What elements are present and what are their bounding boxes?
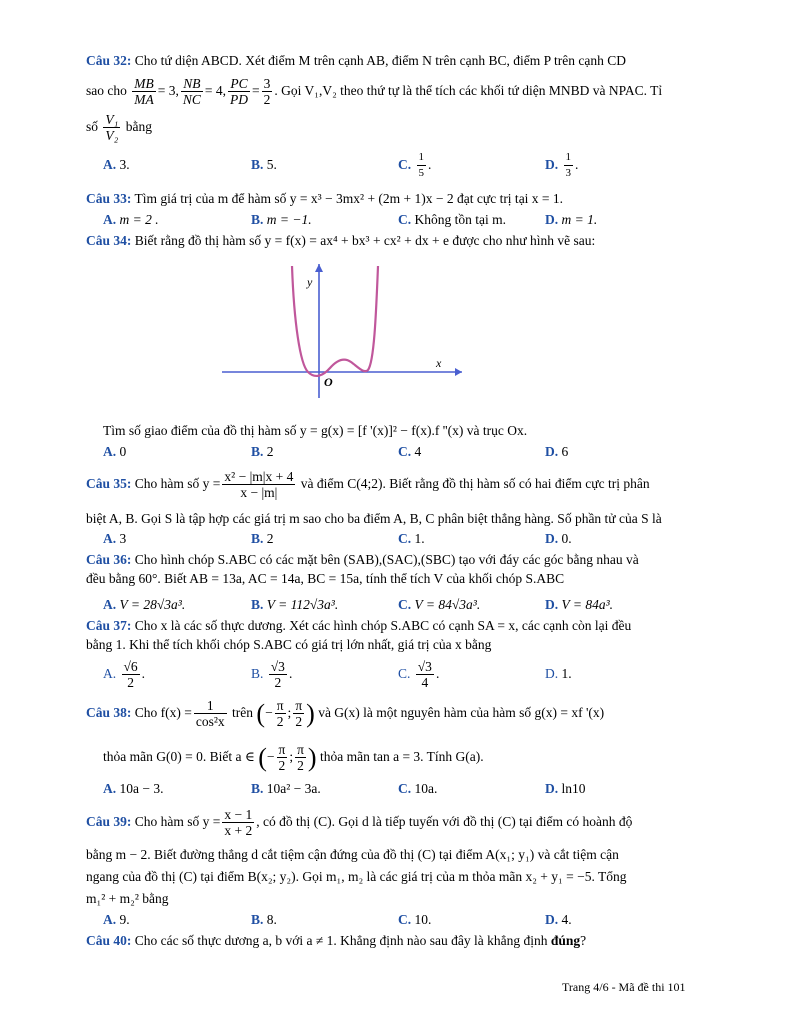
- q40-line1: Câu 40: Cho các số thực dương a, b với a ≠ 1. Khẳng định nào sau đây là khẳng định đúng?: [86, 933, 587, 948]
- origin-label: O: [324, 375, 333, 389]
- q34-graph: [222, 262, 466, 400]
- q32-line1: [86, 52, 708, 70]
- q37-option-c[interactable]: C. $\frac{√3}{4}$ .: [398, 659, 440, 691]
- q38-fraction: $\frac{1}{\text{cos²x}}$: [195, 698, 225, 730]
- q39-line2: bằng m − 2. Biết đường thẳng d cắt tiệm cận đứng của đồ thị (C) tại điểm A(x₁; y₁) và cắt tiệm cận: [86, 847, 619, 862]
- q36-label: Câu 36:: [86, 552, 132, 567]
- q32-eq2: = 4,: [204, 83, 227, 98]
- q37-option-a[interactable]: A. $\frac{√6}{2}$ .: [103, 659, 146, 691]
- q34-line1: [86, 232, 708, 250]
- q33-line1: [86, 190, 708, 208]
- q35-label: Câu 35:: [86, 476, 132, 491]
- q39-fraction: $\frac{x - 1}{x + 2}$: [224, 807, 253, 839]
- q39-option-d[interactable]: D. 4.: [545, 912, 572, 927]
- q32-sao-cho: sao cho: [86, 83, 127, 98]
- q38-option-d[interactable]: D. ln10: [545, 781, 586, 796]
- y-label: y: [307, 275, 313, 289]
- q32-frac-v1-v2: $\frac{\text{V₁}}{\text{V₂}}$: [105, 112, 119, 144]
- q39-line4: m₁² + m₂² bằng: [86, 891, 169, 906]
- q39-line1: Câu 39: Cho hàm số y = $\frac{x - 1}{x + 2}$ , có đồ thị (C). Gọi d là tiếp tuyến với đồ thị (C) tại điểm có hoành độ: [86, 807, 633, 839]
- q36-line2: đều bằng 60°. Biết AB = 13a, AC = 14a, BC = 15a, tính thể tích V của khối chóp S.ABC: [86, 571, 565, 586]
- q37-line2: bằng 1. Khi thể tích khối chóp S.ABC có giá trị lớn nhất, giá trị của x bằng: [86, 637, 492, 652]
- q37-line1: Câu 37: Cho x là các số thực dương. Xét các hình chóp S.ABC có cạnh SA = x, các cạnh còn lại đều: [86, 618, 632, 633]
- q32-label: Câu 32:: [86, 53, 132, 68]
- q34-option-b[interactable]: B. 2: [251, 444, 274, 459]
- q37-label: Câu 37:: [86, 618, 132, 633]
- q38-option-c[interactable]: C. 10a.: [398, 781, 438, 796]
- y-axis-arrow: [315, 264, 323, 272]
- q34-option-c[interactable]: C. 4: [398, 444, 422, 459]
- q33-option-c[interactable]: C. Không tồn tại m.: [398, 212, 506, 227]
- q33-text: Tìm giá trị của m để hàm số y = x³ − 3mx² + (2m + 1)x − 2 đạt cực trị tại x = 1.: [134, 191, 564, 206]
- q39-label: Câu 39:: [86, 814, 132, 829]
- q34-label: Câu 34:: [86, 233, 132, 248]
- q34-text: Biết rằng đồ thị hàm số y = f(x) = ax⁴ + bx³ + cx² + dx + e được cho như hình vẽ sau:: [134, 233, 596, 248]
- q32-so: số: [86, 119, 99, 134]
- q37-option-b[interactable]: B. $\frac{√3}{2}$ .: [251, 659, 293, 691]
- q38-line2: thỏa mãn G(0) = 0. Biết a ∈ (− $\frac{\pi}{2}$ ; $\frac{\pi}{2}$ ) thỏa mãn tan a = 3. Tính G(a).: [103, 742, 484, 774]
- q35-fraction: $\frac{\text{x² − |m|x + 4}}{x - |m|}$: [224, 469, 294, 501]
- q39-option-c[interactable]: C. 10.: [398, 912, 432, 927]
- q38-option-a[interactable]: A. 10a − 3.: [103, 781, 164, 796]
- q40-label: Câu 40:: [86, 933, 132, 948]
- q32-rest: . Gọi V₁,V₂ theo thứ tự là thể tích các khối tứ diện MNBD và NPAC. Tỉ: [274, 83, 663, 98]
- q32-bang: bằng: [125, 119, 152, 134]
- q32-option-b[interactable]: B. 5.: [251, 157, 277, 172]
- q32-line2: [86, 76, 708, 106]
- q35-option-d[interactable]: D. 0.: [545, 531, 572, 546]
- q32-frac-3-2: $\frac{3}{2}$: [263, 76, 271, 108]
- x-label: x: [436, 356, 442, 370]
- q32-eq1: = 3,: [157, 83, 179, 98]
- q34-option-a[interactable]: A. 0: [103, 444, 127, 459]
- q32-line3: [86, 110, 708, 144]
- x-axis-arrow: [455, 368, 462, 376]
- q36-option-b[interactable]: B. V = 112√3a³.: [251, 597, 339, 612]
- q38-line1: Câu 38: Cho f(x) = $\frac{1}{\text{cos²x}}$ trên (− $\frac{\pi}{2}$ ; $\frac{\pi}{2}$ ) và G(x) là một nguyên hàm của hàm số g(x) = xf '(x): [86, 698, 605, 730]
- page-footer: Trang 4/6 - Mã đề thi 101: [562, 980, 686, 994]
- q32-frac-mb-ma: $\frac{MB}{MA}$: [134, 76, 154, 108]
- q34-question: Tìm số giao điểm của đồ thị hàm số y = g(x) = [f '(x)]² − f(x).f ''(x) và trục Ox.: [103, 423, 528, 438]
- q36-option-c[interactable]: C. V = 84√3a³.: [398, 597, 481, 612]
- q32-frac-pc-pd: $\frac{PC}{PD}$: [230, 76, 249, 108]
- q33-option-d[interactable]: D. m = 1.: [545, 212, 598, 227]
- q39-option-b[interactable]: B. 8.: [251, 912, 277, 927]
- quartic-curve: [292, 266, 378, 376]
- q32-option-d[interactable]: D. $\frac{1}{3}$ .: [545, 151, 579, 180]
- q35-option-b[interactable]: B. 2: [251, 531, 274, 546]
- q32-eq3: =: [252, 83, 260, 98]
- q32-frac-nb-nc: $\frac{NB}{NC}$: [182, 76, 201, 108]
- q32-text: Cho tứ diện ABCD. Xét điểm M trên cạnh AB, điểm N trên cạnh BC, điểm P trên cạnh CD: [134, 53, 627, 68]
- q37-option-d[interactable]: D. 1.: [545, 666, 572, 681]
- q34-option-d[interactable]: D. 6: [545, 444, 569, 459]
- q32-option-c[interactable]: C. $\frac{1}{5}$ .: [398, 151, 432, 180]
- q33-label: Câu 33:: [86, 191, 132, 206]
- q35-line2: biệt A, B. Gọi S là tập hợp các giá trị m sao cho ba điểm A, B, C phân biệt thẳng hàng. Số phần tử của S là: [86, 511, 662, 526]
- q32-option-a[interactable]: A. 3.: [103, 157, 130, 172]
- q35-option-c[interactable]: C. 1.: [398, 531, 425, 546]
- q38-label: Câu 38:: [86, 705, 132, 720]
- q39-option-a[interactable]: A. 9.: [103, 912, 130, 927]
- q38-option-b[interactable]: B. 10a² − 3a.: [251, 781, 321, 796]
- q36-option-d[interactable]: D. V = 84a³.: [545, 597, 614, 612]
- q36-option-a[interactable]: A. V = 28√3a³.: [103, 597, 186, 612]
- q36-line1: Câu 36: Cho hình chóp S.ABC có các mặt bên (SAB),(SAC),(SBC) tạo với đáy các góc bằng nhau và: [86, 552, 639, 567]
- q33-option-b[interactable]: B. m = −1.: [251, 212, 312, 227]
- q39-line3: ngang của đồ thị (C) tại điểm B(x₂; y₂). Gọi m₁, m₂ là các giá trị của m thỏa mãn x₂ + y₁ = −5. Tổng: [86, 869, 627, 884]
- q33-option-a[interactable]: A. m = 2 .: [103, 212, 159, 227]
- q35-line1: Câu 35: Cho hàm số y = $\frac{\text{x² − |m|x + 4}}{x - |m|}$ và điểm C(4;2). Biết rằng đồ thị hàm số có hai điểm cực trị phân: [86, 469, 650, 501]
- q35-option-a[interactable]: A. 3: [103, 531, 127, 546]
